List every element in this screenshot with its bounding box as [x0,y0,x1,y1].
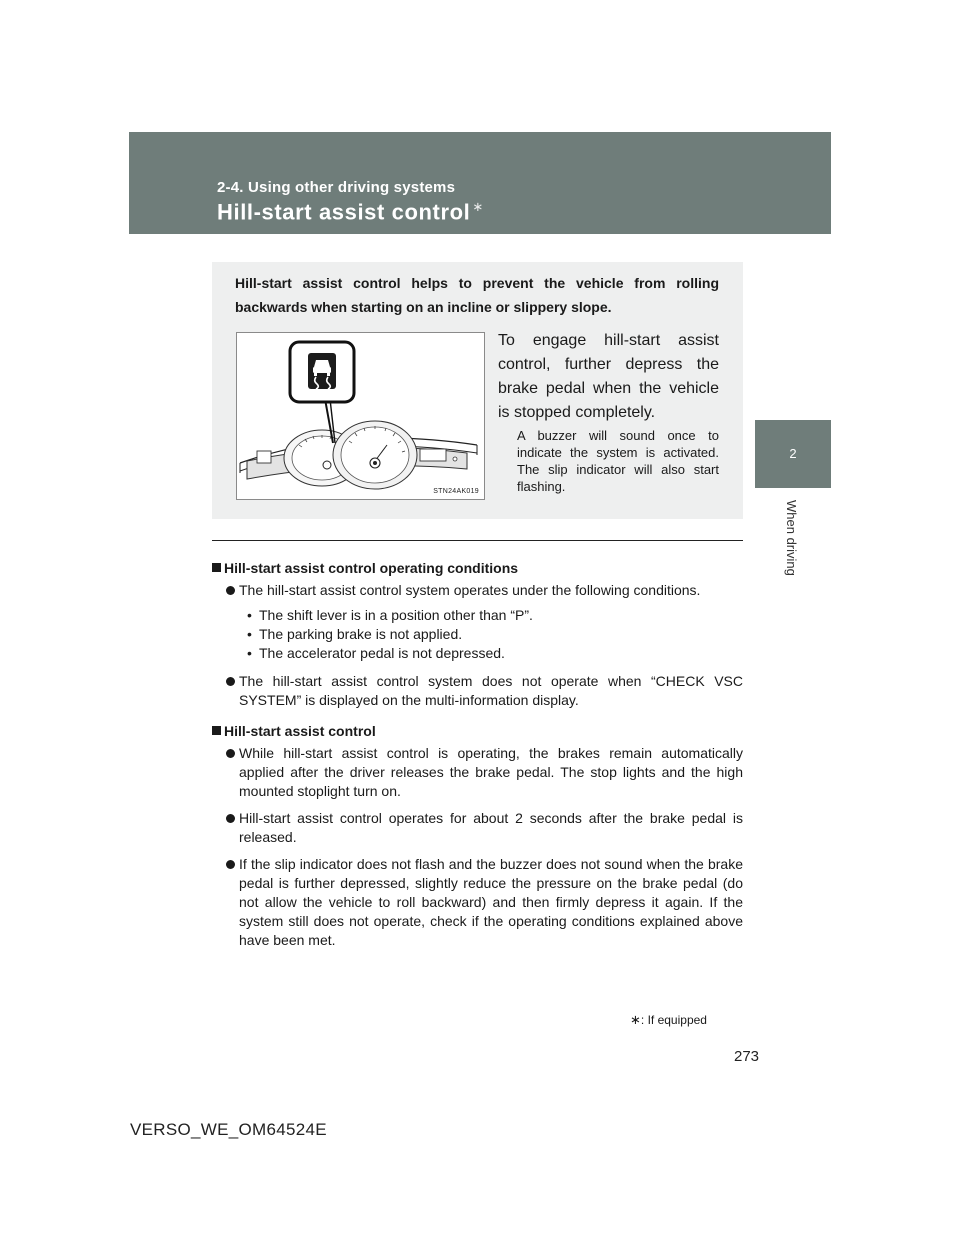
list-item: The hill-start assist control system operates under the following conditions. [212,581,743,600]
slip-indicator-icon [308,353,336,389]
chapter-tab[interactable] [755,420,831,488]
conditions-list [212,606,743,663]
list-item: The hill-start assist control system does not operate when “CHECK VSC SYSTEM” is displayed on the multi-information display. [212,672,743,710]
divider-rule [212,540,743,541]
list-item: Hill-start assist control operates for about 2 seconds after the brake pedal is released. [212,809,743,847]
chapter-caption: When driving [784,500,799,576]
page-title-text: Hill-start assist control [217,199,471,225]
section-heading-operating-conditions: Hill-start assist control operating conditions [212,559,743,578]
footnote [630,1012,707,1028]
instrument-cluster-figure [236,332,485,500]
footnote-text: : If equipped [640,1013,707,1027]
condition-item: • The accelerator pedal is not depressed. [247,644,743,663]
list-item: If the slip indicator does not flash and the buzzer does not sound when the brake pedal is further depressed, slightly reduce the pressure on the brake pedal (do not allow the vehicle to roll backward) and then firmly depress it again. If the system still does not operate, check if the operating conditions explained above have been met. [212,855,743,950]
page-title [217,199,484,225]
details-content [212,559,743,958]
intro-lead-line2: backwards when starting on an incline or slippery slope. [235,299,612,315]
equipped-mark: ∗ [472,199,484,214]
intro-box [212,262,743,519]
instrument-cluster-illustration [237,333,485,500]
buzzer-note: A buzzer will sound once to indicate the system is activated. The slip indicator will also start flashing. [517,428,719,494]
document-code: VERSO_WE_OM64524E [130,1120,327,1139]
intro-lead [235,271,719,319]
page-number: 273 [734,1048,760,1065]
list-item: While hill-start assist control is operating, the brakes remain automatically applied after the driver releases the brake pedal. The stop lights and the high mounted stoplight turn on. [212,744,743,801]
section-heading-hill-start-assist: Hill-start assist control [212,722,743,741]
section-label: 2-4. Using other driving systems [217,179,456,196]
condition-item: • The parking brake is not applied. [247,625,743,644]
intro-lead-line1: Hill-start assist control helps to prevent the vehicle from rolling [235,275,719,291]
engage-instruction: To engage hill-start assist control, further depress the brake pedal when the vehicle is stopped completely. [498,332,719,421]
condition-item: • The shift lever is in a position other than “P”. [247,606,743,625]
figure-code: STN24AK019 [433,488,479,495]
chapter-number: 2 [789,446,797,461]
footnote-mark: ∗ [630,1012,641,1027]
